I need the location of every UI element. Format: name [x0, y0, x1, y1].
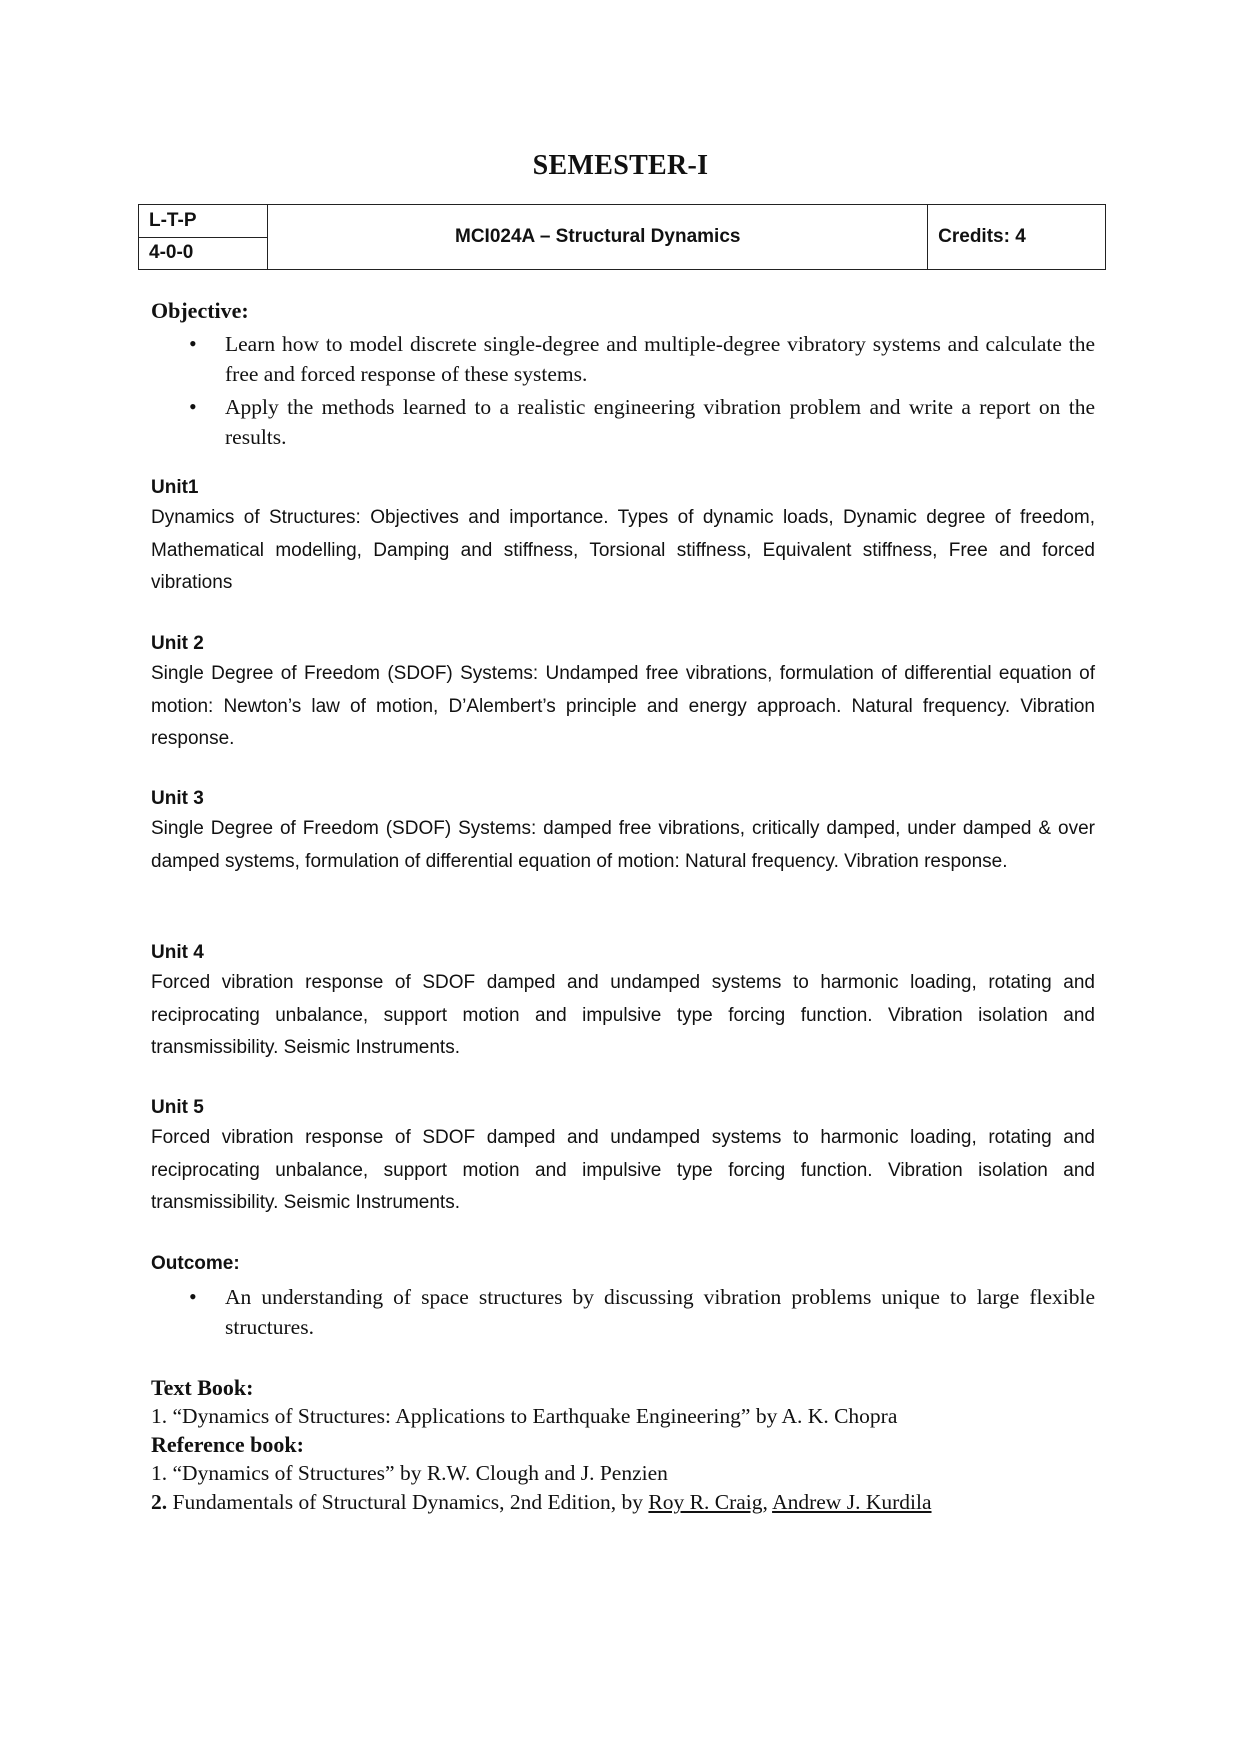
- author-separator: ,: [762, 1490, 773, 1514]
- ltp-value: 4-0-0: [139, 237, 268, 270]
- text-book-heading: Text Book:: [151, 1375, 254, 1400]
- reference-item-text: Fundamentals of Structural Dynamics, 2nd Edition, by: [167, 1490, 649, 1514]
- unit-2-section: [151, 630, 1095, 756]
- books-section: [151, 1374, 1095, 1517]
- unit-1-section: [151, 474, 1095, 600]
- course-name: MCI024A – Structural Dynamics: [268, 205, 928, 270]
- unit-4-body: Forced vibration response of SDOF damped and undamped systems to harmonic loading, rotating and reciprocating unbalance, support motion and impulsive type forcing function. Vibration isolation and transmissibility. Seismic Instruments.: [151, 972, 1095, 1058]
- outcome-heading: Outcome:: [151, 1253, 240, 1274]
- outcome-list: [151, 1282, 1095, 1342]
- objective-item: • Learn how to model discrete single-degree and multiple-degree vibratory systems and calculate the free and forced response of these systems.: [151, 329, 1095, 389]
- unit-5-heading: Unit 5: [151, 1097, 204, 1118]
- text-book-item: 1. “Dynamics of Structures: Applications to Earthquake Engineering” by A. K. Chopra: [151, 1404, 898, 1428]
- unit-1-heading: Unit1: [151, 477, 199, 498]
- ltp-label: L-T-P: [139, 205, 268, 238]
- unit-4-heading: Unit 4: [151, 942, 204, 963]
- objective-list: [151, 329, 1095, 452]
- unit-4-section: [151, 939, 1095, 1065]
- unit-2-heading: Unit 2: [151, 633, 204, 654]
- author-link-kurdila[interactable]: Andrew J. Kurdila: [772, 1490, 932, 1514]
- author-link-craig[interactable]: Roy R. Craig: [648, 1490, 763, 1514]
- objective-item: • Apply the methods learned to a realistic engineering vibration problem and write a report on the results.: [151, 392, 1095, 452]
- unit-1-body: Dynamics of Structures: Objectives and importance. Types of dynamic loads, Dynamic degree of freedom, Mathematical modelling, Damping and stiffness, Torsional stiffness, Equivalent stiffness, Free and forced vibrations: [151, 507, 1095, 593]
- objective-heading: Objective:: [151, 298, 249, 323]
- unit-3-section: [151, 785, 1095, 878]
- outcome-section: [151, 1250, 1095, 1345]
- reference-book-heading: Reference book:: [151, 1432, 304, 1457]
- unit-3-heading: Unit 3: [151, 788, 204, 809]
- unit-5-section: [151, 1094, 1095, 1220]
- page-title: SEMESTER-I: [532, 150, 709, 181]
- unit-5-body: Forced vibration response of SDOF damped and undamped systems to harmonic loading, rotating and reciprocating unbalance, support motion and impulsive type forcing function. Vibration isolation and transmissibility. Seismic Instruments.: [151, 1127, 1095, 1213]
- course-credits: Credits: 4: [928, 205, 1106, 270]
- objective-section: [151, 297, 1095, 455]
- reference-item-number: 2.: [151, 1490, 168, 1514]
- reference-book-item-2: [151, 1488, 1095, 1517]
- reference-book-item-1: 1. “Dynamics of Structures” by R.W. Clough and J. Penzien: [151, 1461, 668, 1485]
- course-info-table: [138, 204, 1106, 270]
- outcome-item: • An understanding of space structures by discussing vibration problems unique to large flexible structures.: [151, 1282, 1095, 1342]
- unit-3-body: Single Degree of Freedom (SDOF) Systems: damped free vibrations, critically damped, under damped & over damped systems, formulation of differential equation of motion: Natural frequency. Vibration response.: [151, 818, 1095, 872]
- unit-2-body: Single Degree of Freedom (SDOF) Systems: Undamped free vibrations, formulation of differential equation of motion: Newton’s law of motion, D’Alembert’s principle and energy approach. Natural frequency. Vibration response.: [151, 663, 1095, 749]
